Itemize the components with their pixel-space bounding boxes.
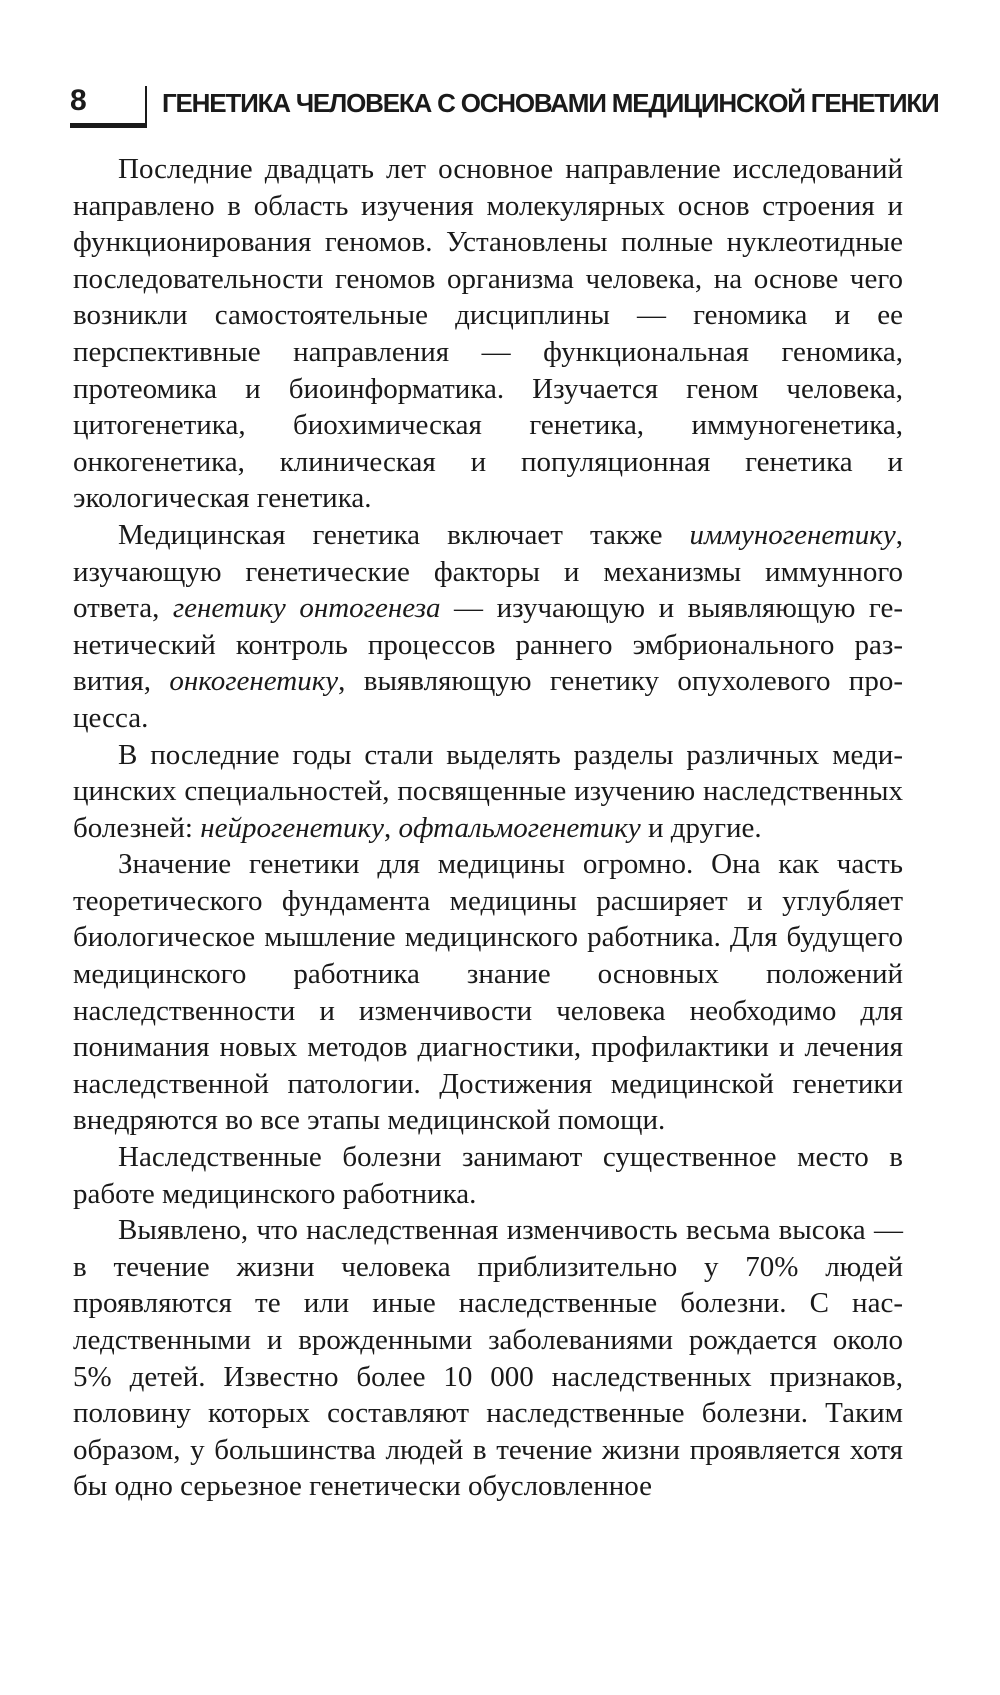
text-segment: В последние годы стали выделять разделы различных медицинских специальностей, посвященные изучению наследственных болезней:	[73, 738, 903, 844]
paragraph-1	[73, 151, 903, 517]
italic-term: онкогенетику	[169, 665, 339, 698]
text-body	[73, 151, 903, 1505]
paragraph-2	[73, 517, 903, 737]
italic-term: офтальмогенетику	[398, 811, 641, 844]
text-segment: ,	[383, 811, 399, 844]
paragraph-4	[73, 846, 903, 1139]
text-segment: Последние двадцать лет основное направление исследований направлено в область изучения молекулярных основ строения и функционирования геномов. Установлены полные нуклеотидные последовательности геномов организма человека, на основе чего возникли самостоятельные дисциплины — геномика и ее перспективные направления — функциональная геномика, протеомика и биоинформатика. Изучается геном человека, цитогенетика, биохимическая генетика, иммуногенетика, онкогенетика, клиническая и популяционная генетика и экологическая генетика.	[73, 153, 903, 515]
text-segment: , изучающую генетические факторы и механизмы иммунного ответа,	[73, 518, 903, 625]
text-segment: и другие.	[640, 811, 762, 844]
text-segment: Значение генетики для медицины огромно. Она как часть теоретического фундамента медицины расширяет и углубляет биологическое мышление медицинского работника. Для будущего медицинского работника знание основных положений наследственности и изменчивости человека необходимо для понимания новых методов диагностики, профилактики и лечения наследственной патологии. Достижения медицинской генетики внедряются во все этапы медицинской помощи.	[73, 848, 903, 1137]
page-number: 8	[70, 84, 87, 117]
running-title: ГЕНЕТИКА ЧЕЛОВЕКА С ОСНОВАМИ МЕДИЦИНСКОЙ ГЕНЕТИКИ	[162, 88, 939, 118]
text-segment: Выявлено, что наследственная изменчивость весьма высока — в течение жизни человека приблизительно у 70% людей проявляются те или иные наследственные болезни. С наследственными и врожденными заболеваниями рождается около 5% детей. Известно более 10 000 наследственных признаков, половину которых составляют наследственные болезни. Таким образом, у большинства людей в течение жизни проявляется хотя бы одно серьезное генетически обусловленное	[73, 1214, 903, 1503]
page-header	[70, 80, 970, 128]
text-segment: — изучающую и выявляющую генетический контроль процессов раннего эмбрионального развития,	[73, 592, 903, 698]
paragraph-5	[73, 1139, 903, 1212]
header-divider	[145, 86, 147, 124]
italic-term: генетику онтогенеза	[172, 592, 441, 625]
paragraph-3	[73, 737, 903, 847]
paragraph-6	[73, 1212, 903, 1505]
text-segment: Медицинская генетика включает также	[118, 518, 690, 551]
text-segment: Наследственные болезни занимают существенное место в работе медицинского работника.	[73, 1141, 903, 1210]
text-segment: , выявляющую генетику опухолевого процесса.	[73, 665, 903, 734]
italic-term: иммуногенетику	[689, 518, 896, 551]
header-rule	[70, 123, 147, 128]
italic-term: нейрогенетику	[200, 811, 384, 844]
